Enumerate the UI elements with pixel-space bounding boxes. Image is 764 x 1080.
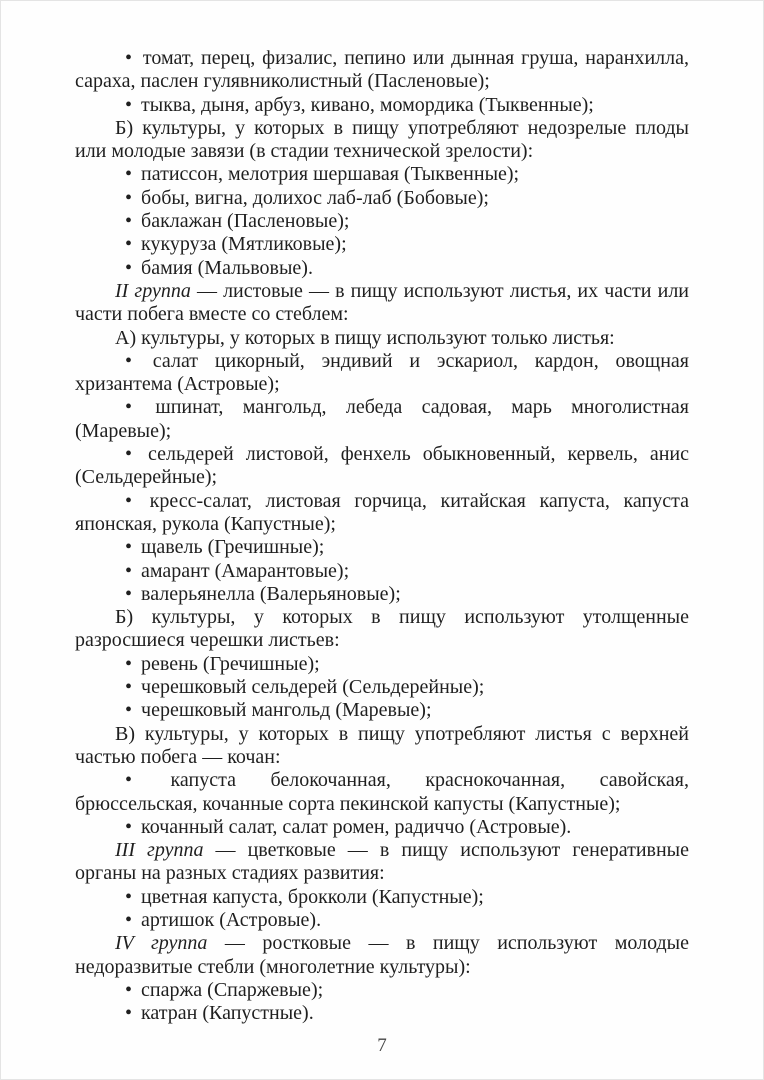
line-text: катран (Капустные). (141, 1002, 314, 1025)
bullet-icon: • (125, 233, 142, 256)
bullet-icon: • (125, 186, 142, 209)
list-item (75, 233, 689, 256)
line-text: черешковый мангольд (Маревые); (141, 699, 432, 722)
list-item (75, 583, 689, 606)
bullet-icon: • (125, 210, 142, 233)
bullet-icon: • (125, 769, 171, 792)
paragraph (75, 117, 689, 164)
page-number: 7 (377, 1034, 387, 1056)
bullet-icon: • (125, 908, 142, 931)
line-text: — листовые — в пищу используют листья, их части или части побега вместе со стеблем: (75, 279, 689, 326)
list-item (75, 396, 689, 443)
list-item (75, 490, 689, 537)
paragraph (75, 723, 689, 770)
list-item (75, 886, 689, 909)
bullet-icon: • (125, 489, 150, 512)
bullet-icon: • (125, 396, 156, 419)
line-text: бамия (Мальвовые). (141, 256, 313, 279)
list-item (75, 47, 689, 94)
line-text: Б) культуры, у которых в пищу используют утолщенные разросшиеся черешки листьев: (75, 606, 689, 652)
line-text: сельдерей листовой, фенхель обыкновенный, кервель, анис (Сельдерейные); (75, 443, 689, 489)
line-text: кресс-салат, листовая горчица, китайская капуста, капуста японская, рукола (Капустные); (75, 489, 689, 535)
list-item (75, 443, 689, 490)
list-item (75, 350, 689, 397)
paragraph (75, 932, 689, 979)
line-text: томат, перец, физалис, пепино или дынная груша, наранхилла, сараха, паслен гулявниколистный (Пасленовые); (75, 47, 689, 93)
line-text: ревень (Гречишные); (141, 652, 320, 675)
list-item (75, 94, 689, 117)
bullet-icon: • (125, 559, 142, 582)
line-text: патиссон, мелотрия шершавая (Тыквенные); (141, 163, 520, 186)
list-item (75, 560, 689, 583)
line-text: шпинат, мангольд, лебеда садовая, марь многолистная (Маревые); (75, 396, 689, 442)
line-text: тыква, дыня, арбуз, кивано, момордика (Тыквенные); (141, 93, 594, 116)
bullet-icon: • (125, 163, 142, 186)
list-item (75, 909, 689, 932)
list-item (75, 816, 689, 839)
list-item (75, 676, 689, 699)
bullet-icon: • (125, 676, 142, 699)
group-heading-label: II группа (115, 279, 191, 302)
line-text: кукуруза (Мятликовые); (141, 233, 347, 256)
line-text: бобы, вигна, долихос лаб-лаб (Бобовые); (141, 186, 489, 209)
list-item (75, 210, 689, 233)
bullet-icon: • (125, 443, 148, 466)
line-text: цветная капуста, брокколи (Капустные); (141, 885, 484, 908)
line-text: щавель (Гречишные); (141, 536, 325, 559)
list-item (75, 653, 689, 676)
line-text: А) культуры, у которых в пищу используют только листья: (115, 326, 615, 349)
list-item (75, 187, 689, 210)
bullet-icon: • (125, 47, 143, 69)
bullet-icon: • (125, 93, 142, 116)
list-item (75, 769, 689, 816)
line-text: салат цикорный, эндивий и эскариол, кардон, овощная хризантема (Астровые); (75, 349, 689, 396)
paragraph (75, 327, 689, 350)
line-text: амарант (Амарантовые); (141, 559, 350, 582)
page-footer (1, 1034, 763, 1057)
bullet-icon: • (125, 815, 142, 838)
line-text: артишок (Астровые). (141, 908, 322, 931)
bullet-icon: • (125, 885, 142, 908)
group-heading-label: IV группа (115, 932, 208, 955)
bullet-icon: • (125, 349, 153, 372)
line-text: — ростковые — в пищу используют молодые недоразвитые стебли (многолетние культуры): (75, 932, 689, 978)
line-text: валерьянелла (Валерьяновые); (141, 582, 401, 605)
bullet-icon: • (125, 582, 142, 605)
paragraph (75, 280, 689, 327)
list-item (75, 536, 689, 559)
list-item (75, 979, 689, 1002)
line-text: баклажан (Пасленовые); (141, 210, 350, 233)
list-item (75, 163, 689, 186)
line-text: спаржа (Спаржевые); (141, 978, 324, 1001)
line-text: Б) культуры, у которых в пищу употребляют недозрелые плоды или молодые завязи (в стадии технической зрелости): (75, 116, 689, 163)
line-text: черешковый сельдерей (Сельдерейные); (141, 676, 485, 699)
page-body (75, 47, 689, 1025)
paragraph (75, 606, 689, 653)
line-text: капуста белокочанная, краснокочанная, савойская, брюссельская, кочанные сорта пекинской капусты (Капустные); (75, 769, 689, 815)
list-item (75, 1002, 689, 1025)
line-text: — цветковые — в пищу используют генеративные органы на разных стадиях развития: (75, 839, 689, 885)
bullet-icon: • (125, 256, 142, 279)
line-text: кочанный салат, салат ромен, радиччо (Астровые). (141, 815, 572, 838)
bullet-icon: • (125, 536, 142, 559)
bullet-icon: • (125, 978, 142, 1001)
group-heading-label: III группа (115, 839, 204, 862)
paragraph (75, 839, 689, 886)
bullet-icon: • (125, 652, 142, 675)
bullet-icon: • (125, 699, 142, 722)
list-item (75, 699, 689, 722)
list-item (75, 257, 689, 280)
bullet-icon: • (125, 1002, 142, 1025)
line-text: В) культуры, у которых в пищу употребляют листья с верхней частью побега — кочан: (75, 722, 689, 768)
